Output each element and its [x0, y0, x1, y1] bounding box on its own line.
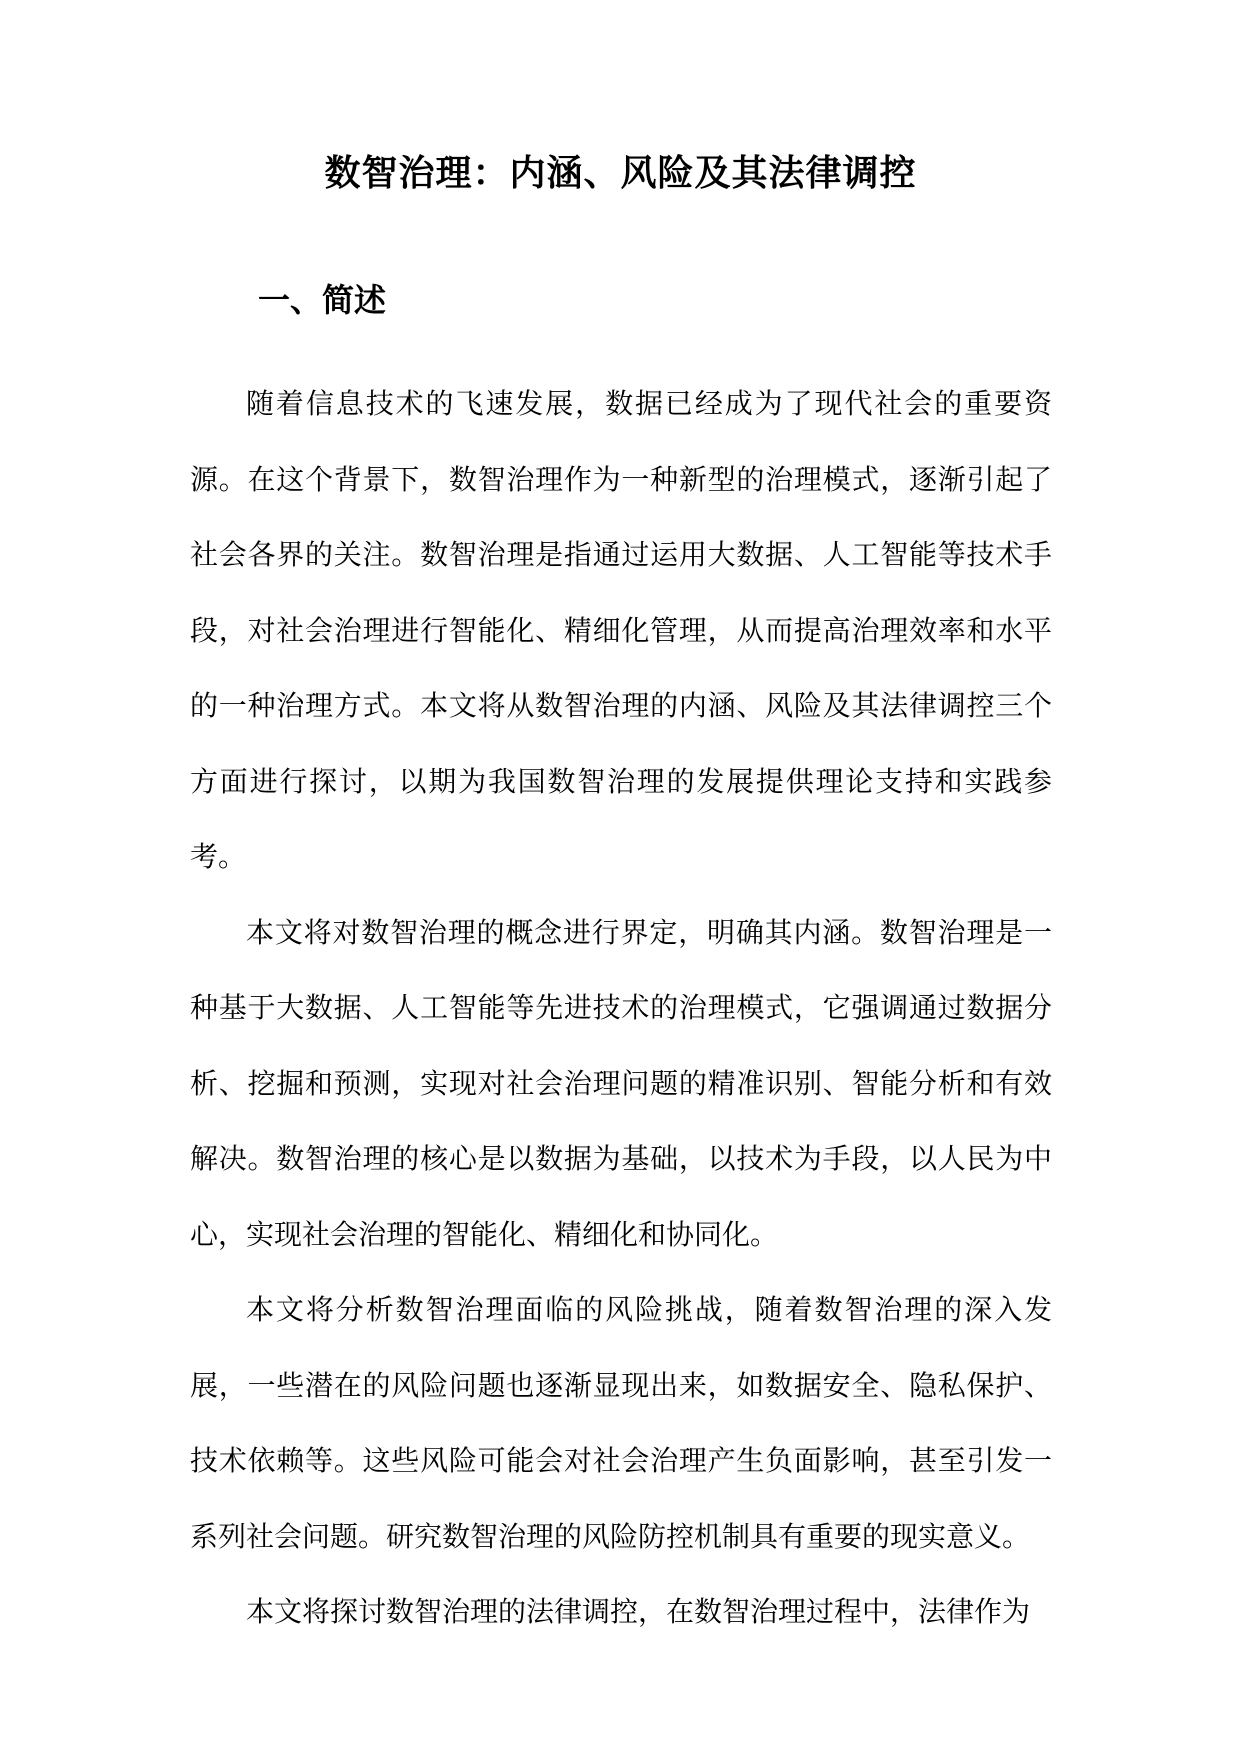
section-heading: 一、简述 — [258, 281, 387, 319]
paragraph-2: 本文将对数智治理的概念进行界定，明确其内涵。数智治理是一种基于大数据、人工智能等先进技术的治理模式，它强调通过数据分析、挖掘和预测，实现对社会治理问题的精准识别、智能分析和有效解决。数智治理的核心是以数据为基础，以技术为手段，以人民为中心，实现社会治理的智能化、精细化和协同化。 — [190, 915, 1052, 1251]
document-title: 数智治理：内涵、风险及其法律调控 — [324, 152, 917, 194]
document-body — [190, 366, 1052, 1650]
paragraph-4: 本文将探讨数智治理的法律调控，在数智治理过程中，法律作为 — [246, 1595, 1031, 1628]
paragraph-1: 随着信息技术的飞速发展，数据已经成为了现代社会的重要资源。在这个背景下，数智治理作为一种新型的治理模式，逐渐引起了社会各界的关注。数智治理是指通过运用大数据、人工智能等技术手段，对社会治理进行智能化、精细化管理，从而提高治理效率和水平的一种治理方式。本文将从数智治理的内涵、风险及其法律调控三个方面进行探讨，以期为我国数智治理的发展提供理论支持和实践参考。 — [190, 387, 1052, 873]
paragraph-3: 本文将分析数智治理面临的风险挑战，随着数智治理的深入发展，一些潜在的风险问题也逐渐显现出来，如数据安全、隐私保护、技术依赖等。这些风险可能会对社会治理产生负面影响，甚至引发一系列社会问题。研究数智治理的风险防控机制具有重要的现实意义。 — [190, 1293, 1052, 1553]
